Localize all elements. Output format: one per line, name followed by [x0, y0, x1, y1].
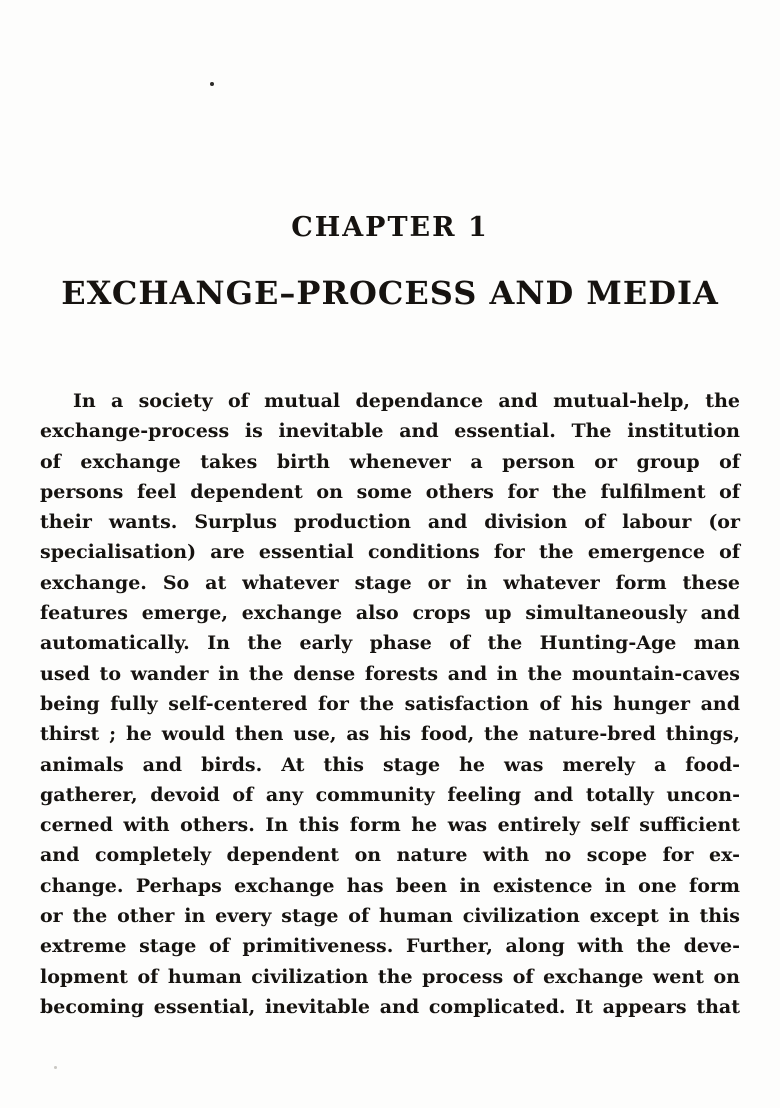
text-line: their wants. Surplus production and division of labour (or	[40, 511, 740, 534]
body-paragraph	[40, 386, 740, 1022]
text-line: specialisation) are essential conditions for the emergence of	[40, 541, 740, 564]
text-line: used to wander in the dense forests and in the mountain-caves	[40, 662, 740, 685]
text-line: exchange. So at whatever stage or in whatever form these	[40, 571, 740, 594]
text-line: lopment of human civilization the process of exchange went on	[40, 965, 740, 988]
text-line: extreme stage of primitiveness. Further, along with the deve-	[40, 935, 740, 958]
page-title: EXCHANGE–PROCESS AND MEDIA	[61, 274, 719, 312]
text-line: exchange-process is inevitable and essential. The institution	[40, 420, 740, 443]
ink-speck	[210, 82, 214, 86]
text-line: animals and birds. At this stage he was merely a food-	[40, 753, 740, 776]
text-line: or the other in every stage of human civilization except in this	[40, 905, 740, 928]
text-line: In a society of mutual dependance and mutual-help, the	[73, 390, 740, 412]
text-line: change. Perhaps exchange has been in existence in one form	[40, 874, 740, 897]
text-line: of exchange takes birth whenever a person or group of	[40, 450, 740, 473]
chapter-heading: CHAPTER 1	[291, 212, 489, 243]
text-line: persons feel dependent on some others for the fulfilment of	[40, 480, 740, 503]
text-line: being fully self-centered for the satisfaction of his hunger and	[40, 692, 740, 715]
text-line: gatherer, devoid of any community feeling and totally uncon-	[40, 783, 740, 806]
text-line: cerned with others. In this form he was entirely self sufficient	[40, 814, 740, 837]
text-line: and completely dependent on nature with no scope for ex-	[40, 844, 740, 867]
text-line: thirst ; he would then use, as his food, the nature-bred things,	[40, 723, 740, 746]
text-line: becoming essential, inevitable and complicated. It appears that	[40, 995, 740, 1018]
faint-speck	[54, 1066, 57, 1069]
text-line: features emerge, exchange also crops up simultaneously and	[40, 602, 740, 625]
text-line: automatically. In the early phase of the Hunting-Age man	[40, 632, 740, 655]
